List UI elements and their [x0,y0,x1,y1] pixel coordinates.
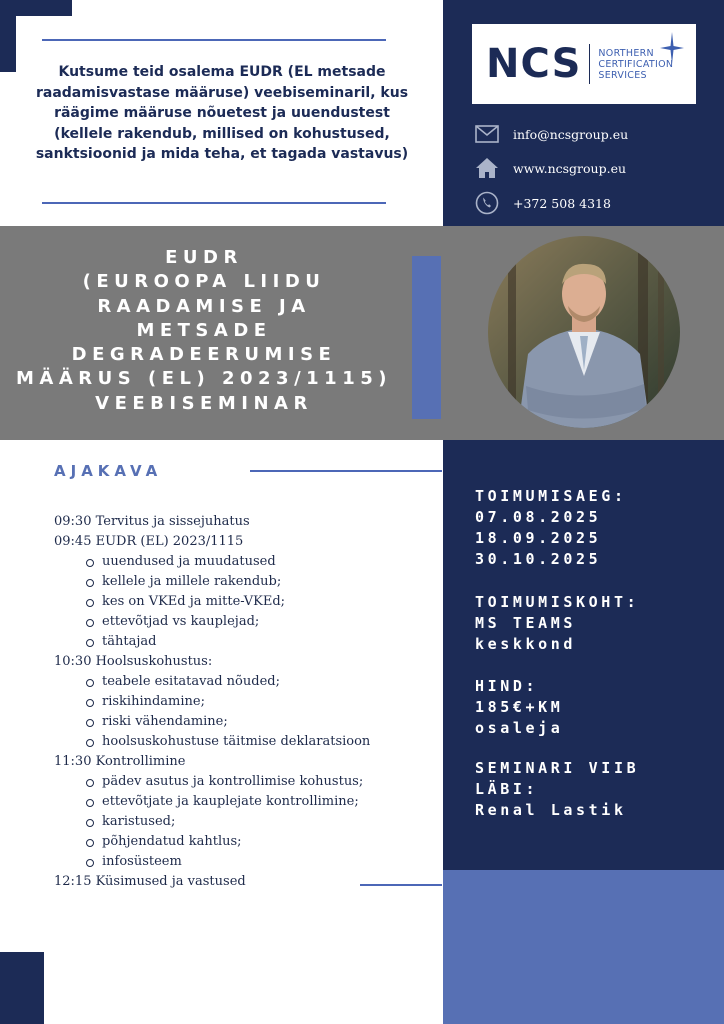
logo-mark: NCS [486,41,582,87]
schedule-item: 10:30 Hoolsuskohustus: [54,654,213,669]
event-date: 30.10.2025 [475,550,602,568]
page-title: EUDR (EUROOPA LIIDU RAADAMISE JA METSADE DEGRADEERUMISE MÄÄRUS (EL) 2023/1115) VEEBISEMINAR [16,247,392,414]
schedule-subitem: riskihindamine; [54,692,444,712]
event-presenter-label: SEMINARI VIIB [475,759,640,777]
schedule-subitem: tähtajad [54,632,444,652]
schedule-rule [250,470,442,472]
event-location-value: keskkond [475,635,577,653]
title-accent-bar [412,256,441,419]
intro-top-rule [42,39,386,41]
ncs-logo [472,24,696,104]
mail-icon [475,125,499,143]
logo-company-name: NORTHERN CERTIFICATION SERVICES [598,47,674,81]
event-presenter-name: Renal Lastik [475,801,627,819]
website-link[interactable]: www.ncsgroup.eu [513,160,627,176]
event-price-value: 185€+KM [475,698,564,716]
schedule-subitem: uuendused ja muudatused [54,552,444,572]
schedule-subitem: ettevõtjate ja kauplejate kontrollimine; [54,792,444,812]
event-location-value: MS TEAMS [475,614,577,632]
schedule-item: 11:30 Kontrollimine [54,754,186,769]
event-date: 18.09.2025 [475,529,602,547]
event-price-label: HIND: [475,677,539,695]
home-icon [475,157,499,179]
schedule-item: 09:30 Tervitus ja sissejuhatus [54,514,250,529]
schedule-subitem: pädev asutus ja kontrollimise kohustus; [54,772,444,792]
event-location [475,592,639,655]
event-location-label: TOIMUMISKOHT: [475,593,640,611]
schedule-item: 12:15 Küsimused ja vastused [54,874,246,889]
schedule-subitem: riski vähendamine; [54,712,444,732]
schedule-subitem: ettevõtjad vs kauplejad; [54,612,444,632]
schedule-subitem: karistused; [54,812,444,832]
intro-text: Kutsume teid osalema EUDR (EL metsade raadamisvastase määruse) veebiseminaril, kus räägime määruse nõuetest ja uuendustest (kellele rakendub, millised on kohustused, sanktsioonid ja mida teha, et tagada vastavus) [35,64,409,162]
phone-icon [475,191,499,215]
schedule-subitem: põhjendatud kahtlus; [54,832,444,852]
contact-phone[interactable] [475,191,611,215]
schedule-end-rule [360,884,442,886]
event-time [475,486,627,570]
event-price [475,676,563,739]
schedule-subitem: hoolsuskohustuse täitmise deklaratsioon [54,732,444,752]
schedule-subitem: kes on VKEd ja mitte-VKEd; [54,592,444,612]
schedule-list [54,512,444,892]
schedule-subitem: teabele esitatavad nõuded; [54,672,444,692]
event-presenter-label: LÄBI: [475,780,539,798]
schedule-subitem: infosüsteem [54,852,444,872]
event-time-label: TOIMUMISAEG: [475,487,627,505]
event-price-unit: osaleja [475,719,564,737]
contact-email[interactable] [475,125,628,143]
contact-website[interactable] [475,157,626,179]
schedule-heading: AJAKAVA [54,462,163,480]
right-bottom-accent [443,870,724,1024]
event-presenter [475,758,639,821]
schedule-item: 09:45 EUDR (EL) 2023/1115 [54,534,244,549]
corner-accent-bottom [0,952,44,1024]
schedule-subitem: kellele ja millele rakendub; [54,572,444,592]
star-icon [660,32,684,64]
event-date: 07.08.2025 [475,508,602,526]
intro-bottom-rule [42,202,386,204]
email-link[interactable]: info@ncsgroup.eu [513,126,629,142]
presenter-portrait [488,236,680,428]
phone-number[interactable]: +372 508 4318 [513,195,611,211]
